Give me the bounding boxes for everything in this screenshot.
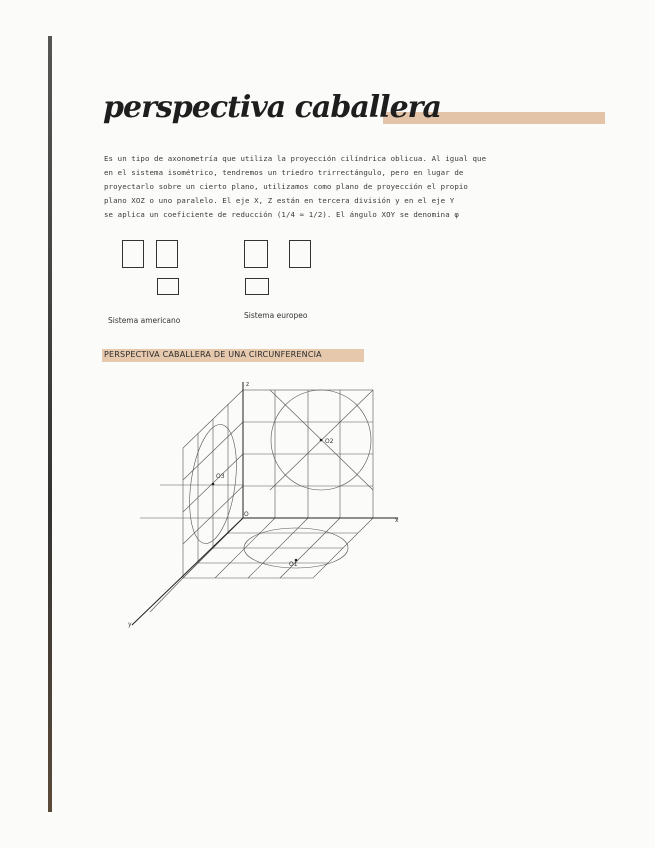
section-heading: PERSPECTIVA CABALLERA DE UNA CIRCUNFERENCIA xyxy=(104,350,322,359)
american-system-caption: Sistema americano xyxy=(108,316,181,325)
floor-center-label: O1 xyxy=(289,561,298,568)
axis-y-line xyxy=(132,518,243,625)
side-center-label: O3 xyxy=(216,473,225,480)
axis-z-label: z xyxy=(246,381,250,388)
origin-label: O xyxy=(244,511,249,518)
paragraph-line: Es un tipo de axonometría que utiliza la proyección cilíndrica oblicua. Al igual que xyxy=(104,154,487,163)
page-title: perspectiva caballera xyxy=(103,90,441,125)
paragraph-line: plano XOZ o uno paralelo. El eje X, Z están en tercera división y en el eje Y xyxy=(104,196,455,205)
axis-x-label: x xyxy=(395,517,399,524)
front-center-dot xyxy=(320,439,323,442)
paragraph-line: en el sistema isométrico, tendremos un triedro trirrectángulo, pero en lugar de xyxy=(104,168,464,177)
axis-y-label: y xyxy=(128,621,132,628)
side-center-dot xyxy=(212,483,215,486)
european-system-caption: Sistema europeo xyxy=(244,311,308,320)
paragraph-line: proyectarlo sobre un cierto plano, utilizamos como plano de proyección el propio xyxy=(104,182,468,191)
paragraph-line: se aplica un coeficiente de reducción (1/4 ≈ 1/2). El ángulo XOY se denomina φ xyxy=(104,210,459,219)
front-center-label: O2 xyxy=(325,438,334,445)
